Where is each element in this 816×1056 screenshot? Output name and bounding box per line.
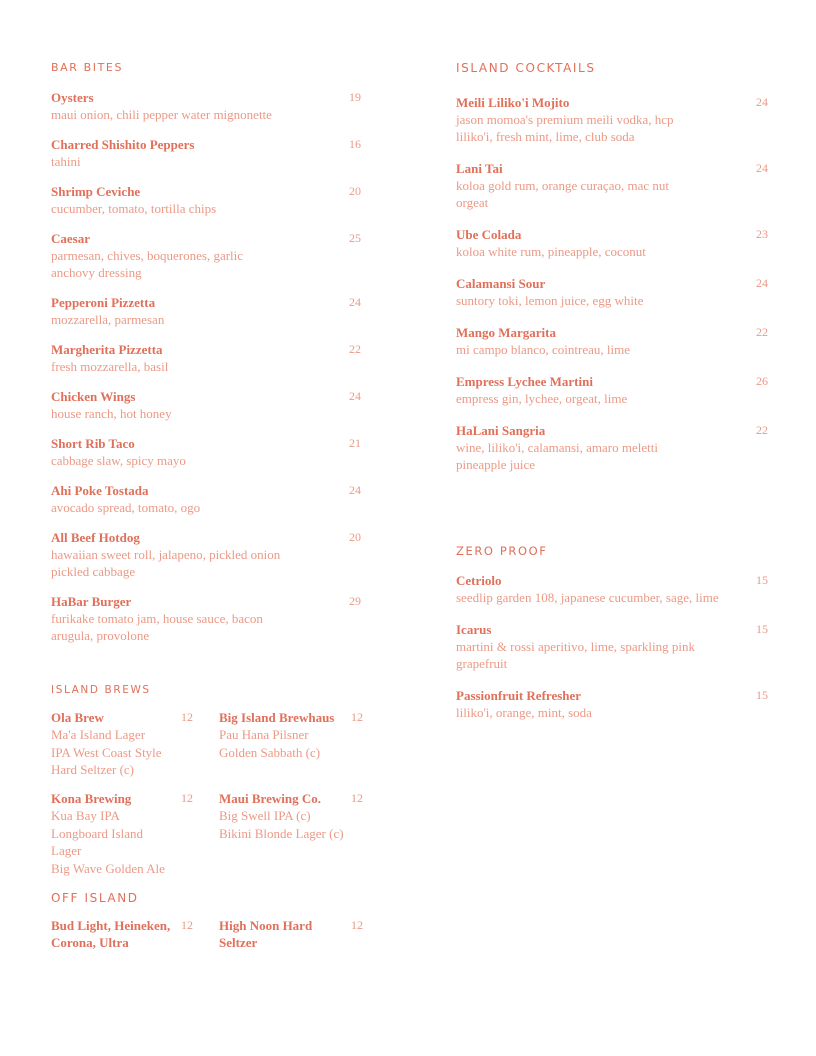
item-name: Margherita Pizzetta: [51, 342, 163, 357]
menu-item: [51, 435, 361, 469]
item-description: mozzarella, parmesan: [51, 312, 165, 327]
item-description: seedlip garden 108, japanese cucumber, sage, lime: [456, 590, 719, 605]
item-price: 29: [349, 594, 361, 608]
brew-item: [51, 790, 211, 877]
item-description: liliko'i, orange, mint, soda: [456, 705, 592, 720]
item-description: koloa gold rum, orange curaçao, mac nut orgeat: [456, 178, 669, 210]
section-title-island-brews: ISLAND BREWS: [51, 684, 151, 696]
item-name: Big Island Brewhaus: [219, 710, 335, 725]
item-price: 12: [351, 791, 363, 805]
item-description: suntory toki, lemon juice, egg white: [456, 293, 644, 308]
item-name: Lani Tai: [456, 161, 503, 176]
item-price: 12: [181, 710, 193, 724]
item-description: cucumber, tomato, tortilla chips: [51, 201, 217, 216]
item-price: 24: [756, 161, 768, 175]
menu-item: [51, 230, 361, 281]
item-price: 24: [349, 389, 361, 403]
menu-item: [51, 294, 361, 328]
item-price: 24: [756, 95, 768, 109]
item-name: Calamansi Sour: [456, 276, 546, 291]
item-price: 22: [349, 342, 361, 356]
menu-item: [51, 593, 361, 644]
brew-line: Big Wave Golden Ale: [51, 860, 165, 876]
menu-item: [51, 341, 361, 375]
item-description: maui onion, chili pepper water mignonette: [51, 107, 272, 122]
item-name: HaBar Burger: [51, 594, 132, 609]
brew-line: Longboard Island Lager: [51, 825, 144, 858]
item-price: 19: [349, 90, 361, 104]
item-description: hawaiian sweet roll, jalapeno, pickled onion pickled cabbage: [51, 547, 281, 579]
item-price: 23: [756, 227, 768, 241]
brew-line: Big Swell IPA (c): [219, 808, 311, 823]
item-price: 15: [756, 688, 768, 702]
item-name: Caesar: [51, 231, 90, 246]
menu-item: [456, 324, 768, 358]
item-description: parmesan, chives, boquerones, garlic anchovy dressing: [51, 248, 244, 280]
item-description: jason momoa's premium meili vodka, hcp liliko'i, fresh mint, lime, club soda: [456, 112, 674, 144]
item-price: 12: [181, 918, 193, 932]
item-name: Kona Brewing: [51, 791, 132, 806]
item-name: Icarus: [456, 622, 492, 637]
item-name: Maui Brewing Co.: [219, 791, 321, 806]
item-name: Ube Colada: [456, 227, 522, 242]
item-description: mi campo blanco, cointreau, lime: [456, 342, 630, 357]
section-title-zero-proof: ZERO PROOF: [456, 544, 548, 558]
item-name: Cetriolo: [456, 573, 502, 588]
item-price: 26: [756, 374, 768, 388]
item-description: fresh mozzarella, basil: [51, 359, 169, 374]
menu-item: [456, 422, 768, 473]
menu-item: [456, 373, 768, 407]
brew-line: Golden Sabbath (c): [219, 744, 321, 760]
item-price: 15: [756, 622, 768, 636]
section-title-island-cocktails: ISLAND COCKTAILS: [456, 61, 596, 75]
item-name: All Beef Hotdog: [51, 530, 140, 545]
item-description: furikake tomato jam, house sauce, bacon arugula, provolone: [51, 611, 263, 643]
item-name: Meili Liliko'i Mojito: [456, 95, 570, 110]
menu-item: [51, 183, 361, 217]
item-name: Passionfruit Refresher: [456, 688, 582, 703]
item-price: 24: [349, 295, 361, 309]
brew-item: [51, 709, 211, 779]
item-name: Empress Lychee Martini: [456, 374, 593, 389]
item-description: empress gin, lychee, orgeat, lime: [456, 391, 628, 406]
menu-item: [456, 687, 768, 721]
item-name: HaLani Sangria: [456, 423, 546, 438]
item-description: cabbage slaw, spicy mayo: [51, 453, 186, 468]
brew-line: Pau Hana Pilsner: [219, 727, 309, 742]
brew-line: Kua Bay IPA: [51, 808, 120, 823]
item-name: Pepperoni Pizzetta: [51, 295, 156, 310]
menu-item: [456, 275, 768, 309]
item-price: 12: [181, 791, 193, 805]
menu-item: [456, 160, 768, 211]
menu-item: [51, 388, 361, 422]
brew-item: [51, 917, 211, 951]
section-title-off-island: OFF ISLAND: [51, 891, 139, 905]
item-price: 12: [351, 710, 363, 724]
item-price: 24: [756, 276, 768, 290]
item-price: 15: [756, 573, 768, 587]
item-price: 12: [351, 918, 363, 932]
item-price: 20: [349, 184, 361, 198]
item-description: martini & rossi aperitivo, lime, sparkling pink grapefruit: [456, 639, 696, 671]
item-price: 22: [756, 423, 768, 437]
item-description: koloa white rum, pineapple, coconut: [456, 244, 646, 259]
item-name: Shrimp Ceviche: [51, 184, 141, 199]
section-title-bar-bites: BAR BITES: [51, 61, 124, 74]
item-price: 22: [756, 325, 768, 339]
menu-item: [456, 226, 768, 260]
item-description: tahini: [51, 154, 81, 169]
brew-item: [219, 790, 379, 842]
menu-item: [456, 94, 768, 145]
menu-item: [51, 482, 361, 516]
brew-line: Ma'a Island Lager: [51, 727, 146, 742]
menu-item: [456, 572, 768, 606]
item-description: avocado spread, tomato, ogo: [51, 500, 201, 515]
item-price: 24: [349, 483, 361, 497]
item-name: Bud Light, Heineken, Corona, Ultra: [51, 918, 171, 950]
item-description: house ranch, hot honey: [51, 406, 172, 421]
menu-item: [51, 89, 361, 123]
brew-item: [219, 917, 379, 951]
brew-line: Hard Seltzer (c): [51, 762, 135, 777]
item-price: 20: [349, 530, 361, 544]
brew-line: Bikini Blonde Lager (c): [219, 825, 344, 841]
item-name: Ahi Poke Tostada: [51, 483, 149, 498]
item-name: Short Rib Taco: [51, 436, 135, 451]
item-name: Charred Shishito Peppers: [51, 137, 195, 152]
menu-item: [51, 529, 361, 580]
menu-item: [456, 621, 768, 672]
item-description: wine, liliko'i, calamansi, amaro meletti pineapple juice: [456, 440, 658, 472]
item-name: Chicken Wings: [51, 389, 136, 404]
menu-item: [51, 136, 361, 170]
item-name: Oysters: [51, 90, 94, 105]
item-price: 21: [349, 436, 361, 450]
brew-item: [219, 709, 379, 761]
brew-line: IPA West Coast Style: [51, 744, 162, 760]
item-name: Ola Brew: [51, 710, 104, 725]
item-name: Mango Margarita: [456, 325, 557, 340]
item-name: High Noon Hard Seltzer: [219, 918, 313, 950]
item-price: 25: [349, 231, 361, 245]
item-price: 16: [349, 137, 361, 151]
